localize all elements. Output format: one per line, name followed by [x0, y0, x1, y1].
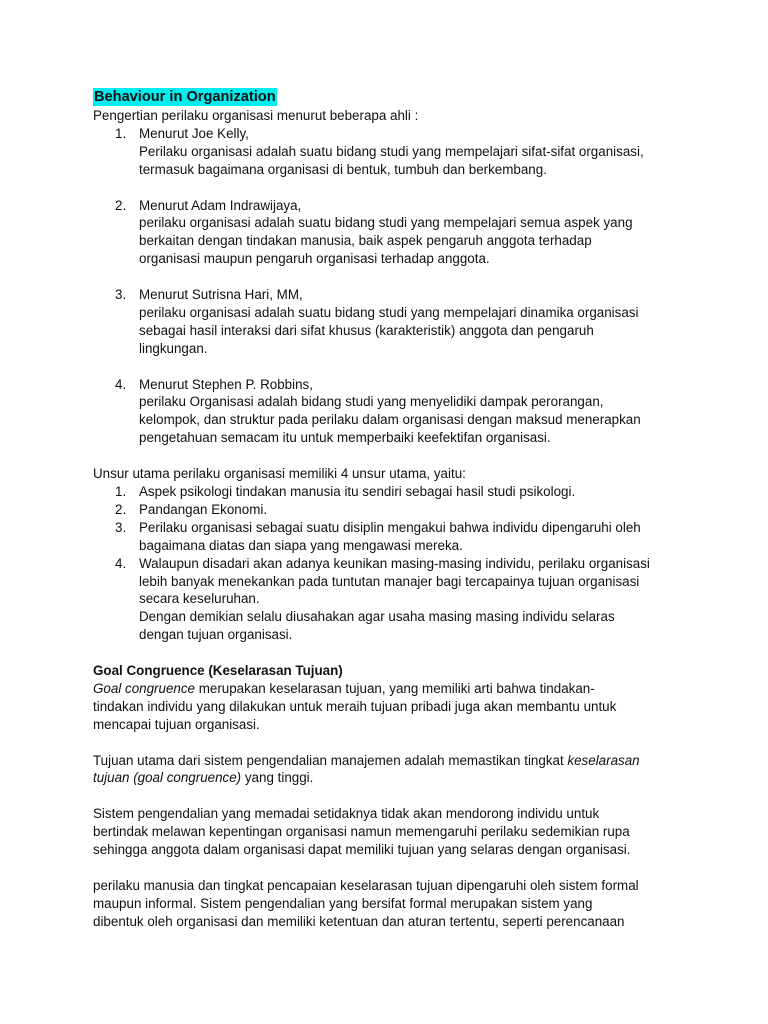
text-line: perilaku Organisasi adalah bidang studi yang menyelidiki dampak perorangan,: [139, 394, 604, 410]
text-line: bagaimana diatas dan siapa yang mengawasi mereka.: [139, 537, 463, 553]
list-item: [93, 501, 768, 519]
text-line: Sistem pengendalian yang memadai setidaknya tidak akan mendorong individu untuk: [93, 806, 600, 822]
text-line: dengan tujuan organisasi.: [139, 627, 293, 643]
text-line: sebagai hasil interaksi dari sifat khusus (karakteristik) anggota dan pengaruh: [139, 322, 594, 338]
text-line: lingkungan.: [139, 340, 208, 356]
list-item: [93, 125, 768, 197]
text-line: Pandangan Ekonomi.: [139, 501, 268, 517]
text-span: merupakan keselarasan tujuan, yang memiliki arti bahwa tindakan-: [195, 680, 595, 696]
elements-intro: Unsur utama perilaku organisasi memiliki 4 unsur utama, yaitu:: [93, 466, 466, 482]
list-number: 3.: [115, 287, 127, 303]
intro-text: Pengertian perilaku organisasi menurut beberapa ahli :: [93, 108, 419, 123]
elements-list: [93, 483, 768, 644]
list-number: 1.: [115, 483, 127, 499]
text-line: perilaku manusia dan tingkat pencapaian keselarasan tujuan dipengaruhi oleh sistem formal: [93, 877, 639, 893]
list-item: [93, 555, 768, 645]
text-line: tindakan individu yang dilakukan untuk meraih tujuan pribadi juga akan membantu untuk: [93, 698, 617, 714]
list-item: [93, 483, 768, 501]
paragraph: [93, 805, 683, 859]
text-line: perilaku organisasi adalah suatu bidang studi yang mempelajari dinamika organisasi: [139, 304, 639, 320]
text-span: yang tinggi.: [241, 770, 314, 786]
text-line: lebih banyak menekankan pada tuntutan manajer bagi tercapainya tujuan organisasi: [139, 573, 640, 589]
text-line: maupun informal. Sistem pengendalian yang bersifat formal merupakan sistem yang: [93, 895, 593, 911]
text-line: dibentuk oleh organisasi dan memiliki ketentuan dan aturan tertentu, seperti perencanaan: [93, 913, 625, 929]
section-heading: Goal Congruence (Keselarasan Tujuan): [93, 663, 343, 679]
expert-name: Menurut Stephen P. Robbins,: [139, 376, 313, 392]
text-line: [93, 680, 683, 698]
text-line: [93, 769, 683, 787]
expert-name: Menurut Adam Indrawijaya,: [139, 197, 302, 213]
text-line: [93, 752, 683, 770]
text-line: termasuk bagaimana organisasi di bentuk, tumbuh dan berkembang.: [139, 161, 547, 177]
italic-term: keselarasan: [567, 752, 640, 768]
expert-name: Menurut Sutrisna Hari, MM,: [139, 287, 303, 303]
list-number: 3.: [115, 519, 127, 535]
list-item: [93, 197, 768, 287]
text-line: mencapai tujuan organisasi.: [93, 716, 260, 732]
italic-term: tujuan (goal congruence): [93, 770, 242, 786]
text-line: perilaku organisasi adalah suatu bidang studi yang mempelajari semua aspek yang: [139, 215, 633, 231]
text-line: Aspek psikologi tindakan manusia itu sendiri sebagai hasil studi psikologi.: [139, 483, 576, 499]
list-number: 4.: [115, 376, 127, 392]
text-line: Perilaku organisasi adalah suatu bidang studi yang mempelajari sifat-sifat organisasi,: [139, 143, 644, 159]
list-number: 4.: [115, 555, 127, 571]
text-line: bertindak melawan kepentingan organisasi namun memengaruhi perilaku sedemikian rupa: [93, 824, 630, 840]
list-number: 1.: [115, 125, 127, 141]
list-item: [93, 286, 768, 376]
text-line: organisasi maupun pengaruh organisasi terhadap anggota.: [139, 251, 490, 267]
experts-list: [93, 125, 768, 447]
text-line: Walaupun disadari akan adanya keunikan masing-masing individu, perilaku organisasi: [139, 555, 650, 571]
list-item: [93, 376, 768, 448]
text-line: pengetahuan semacam itu untuk memperbaiki keefektifan organisasi.: [139, 430, 551, 446]
list-item: [93, 519, 768, 555]
italic-term: Goal congruence: [93, 680, 195, 696]
list-number: 2.: [115, 501, 127, 517]
text-line: berkaitan dengan tindakan manusia, baik aspek pengaruh anggota terhadap: [139, 233, 592, 249]
text-line: Perilaku organisasi sebagai suatu disiplin mengakui bahwa individu dipengaruhi oleh: [139, 519, 641, 535]
paragraph: [93, 752, 683, 788]
document-title: Behaviour in Organization: [94, 89, 276, 105]
text-span: Tujuan utama dari sistem pengendalian manajemen adalah memastikan tingkat: [93, 752, 568, 768]
text-line: kelompok, dan struktur pada perilaku dalam organisasi dengan maksud menerapkan: [139, 412, 641, 428]
text-line: Dengan demikian selalu diusahakan agar usaha masing masing individu selaras: [139, 609, 615, 625]
list-number: 2.: [115, 197, 127, 213]
expert-name: Menurut Joe Kelly,: [139, 125, 249, 141]
text-line: sehingga anggota dalam organisasi dapat memiliki tujuan yang selaras dengan organisasi.: [93, 842, 631, 858]
text-line: secara keseluruhan.: [139, 591, 260, 607]
paragraph: [93, 877, 683, 931]
paragraph: [93, 680, 683, 734]
